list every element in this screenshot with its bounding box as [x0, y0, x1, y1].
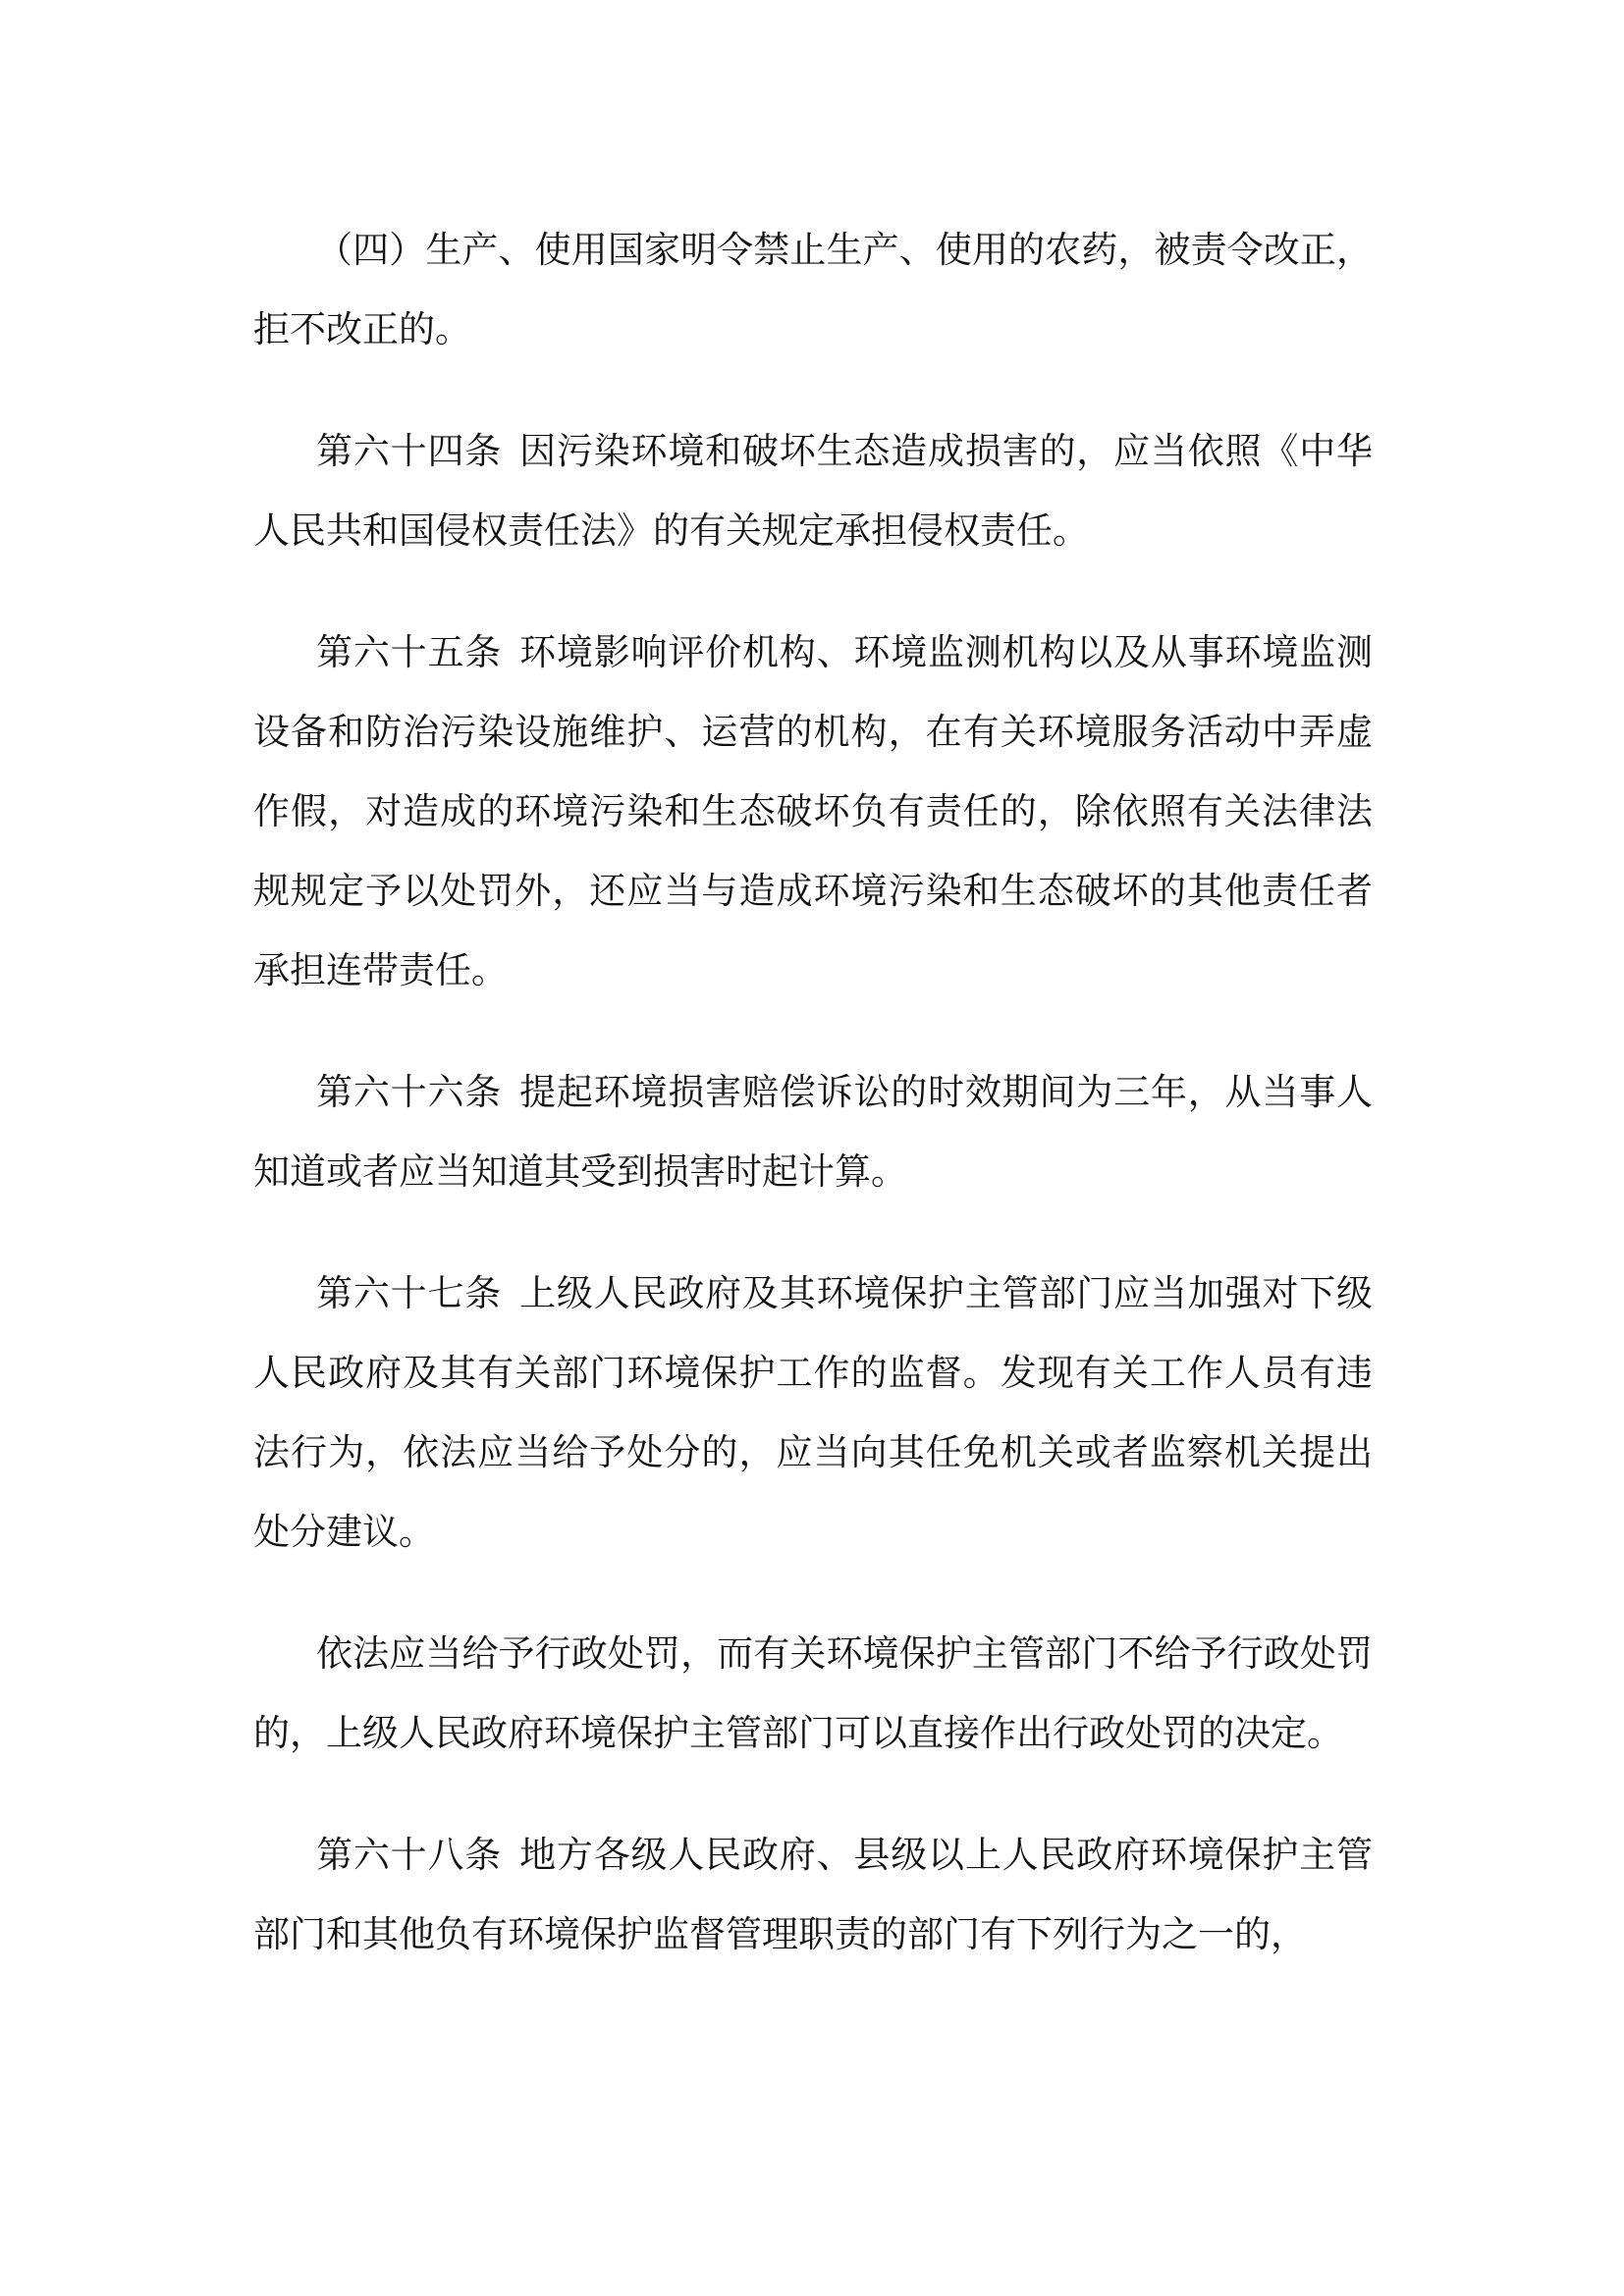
article-67 — [253, 1254, 1373, 1572]
article-64 — [253, 411, 1373, 570]
article-label: 第六十四条 — [316, 430, 503, 472]
article-text: 环境影响评价机构、环境监测机构以及从事环境监测设备和防治污染设施维护、运营的机构，在有关环境服务活动中弄虚作假，对造成的环境污染和生态破坏负有责任的，除依照有关法律法规规定予以处罚外，还应当与造成环境污染和生态破坏的其他责任者承担连带责任。 — [253, 631, 1374, 991]
document-body — [253, 210, 1373, 2016]
article-65 — [253, 613, 1373, 1010]
article-text: 上级人民政府及其环境保护主管部门应当加强对下级人民政府及其有关部门环境保护工作的监督。发现有关工作人员有违法行为，依法应当给予处分的，应当向其任免机关或者监察机关提出处分建议。 — [253, 1272, 1374, 1553]
article-67-paragraph-2 — [253, 1614, 1373, 1773]
article-68 — [253, 1815, 1373, 1974]
article-label: 第六十八条 — [316, 1834, 503, 1876]
article-label: 第六十六条 — [316, 1071, 503, 1113]
paragraph-text: （四）生产、使用国家明令禁止生产、使用的农药，被责令改正，拒不改正的。 — [253, 229, 1373, 350]
article-text: 提起环境损害赔偿诉讼的时效期间为三年，从当事人知道或者应当知道其受到损害时起计算。 — [253, 1071, 1374, 1193]
article-label: 第六十五条 — [316, 631, 503, 673]
paragraph-item-4 — [253, 210, 1373, 369]
article-text: 因污染环境和破坏生态造成损害的，应当依照《中华人民共和国侵权责任法》的有关规定承担侵权责任。 — [253, 430, 1374, 552]
article-text: 地方各级人民政府、县级以上人民政府环境保护主管部门和其他负有环境保护监督管理职责的部门有下列行为之一的， — [253, 1834, 1374, 1955]
article-66 — [253, 1052, 1373, 1211]
article-label: 第六十七条 — [316, 1272, 503, 1314]
paragraph-text: 依法应当给予行政处罚，而有关环境保护主管部门不给予行政处罚的，上级人民政府环境保护主管部门可以直接作出行政处罚的决定。 — [253, 1632, 1373, 1754]
